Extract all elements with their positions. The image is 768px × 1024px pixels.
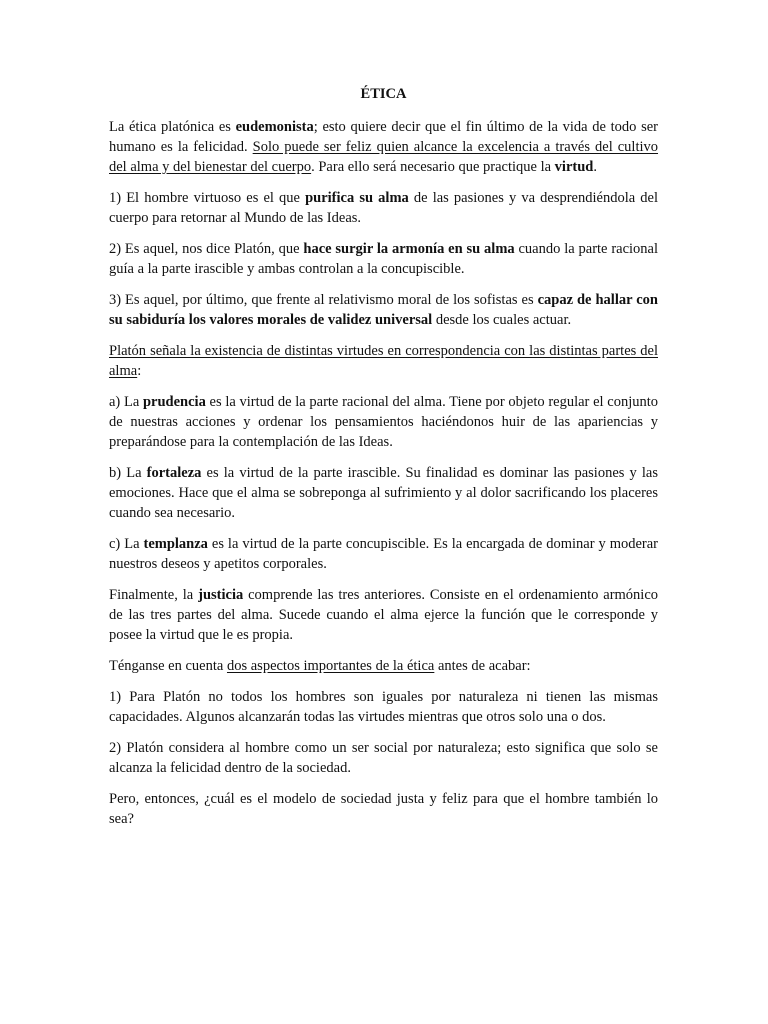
bold-text: purifica su alma [305,190,409,206]
paragraph [109,463,658,523]
text-run: Ténganse en cuenta [109,658,227,674]
paragraph [109,290,658,330]
paragraph [109,789,658,829]
text-run: a) La [109,394,143,410]
paragraph [109,534,658,574]
underlined-text: dos aspectos importantes de la ética [226,658,435,674]
document-page [109,84,658,840]
text-run: 1) Para Platón no todos los hombres son iguales por naturaleza ni tienen las mismas capacidades. Algunos alcanzarán todas las virtudes mientras que otros solo una o dos. [109,689,658,725]
bold-text: virtud [554,159,594,175]
paragraph [109,117,658,177]
bold-text: templanza [143,536,208,552]
text-run: 2) Platón considera al hombre como un ser social por naturaleza; esto significa que solo se alcanza la felicidad dentro de la sociedad. [109,740,658,776]
paragraph [109,738,658,778]
text-run: ; esto quiere decir que el fin último de la vida de todo ser humano es la felicidad. [109,119,658,155]
text-run: 3) Es aquel, por último, que frente al relativismo moral de los sofistas es [109,292,538,308]
paragraph [109,239,658,279]
underlined-text: Platón señala la existencia de distintas virtudes en correspondencia con las distintas partes del alma [109,343,658,379]
text-run: cuando la parte racional guía a la parte irascible y ambas controlan a la concupiscible. [109,241,659,277]
text-run: desde los cuales actuar. [432,312,572,328]
text-run: Pero, entonces, ¿cuál es el modelo de sociedad justa y feliz para que el hombre también lo sea? [109,791,658,827]
document-body [109,117,658,829]
text-run: b) La [109,465,147,481]
text-run: 1) El hombre virtuoso es el que [109,190,306,206]
text-run: es la virtud de la parte concupiscible. Es la encargada de dominar y moderar nuestros deseos y apetitos corporales. [109,536,658,572]
bold-text: prudencia [142,394,206,410]
bold-text: eudemonista [235,119,314,135]
text-run: . [593,159,597,175]
paragraph [109,585,658,645]
text-run: 2) Es aquel, nos dice Platón, que [109,241,304,257]
text-run: comprende las tres anteriores. Consiste en el ordenamiento armónico de las tres partes del alma. Sucede cuando el alma ejerce la función que le corresponde y posee la virtud que le es propia. [109,587,659,643]
paragraph [109,341,658,381]
bold-text: hace surgir la armonía en su alma [303,241,515,257]
bold-text: justicia [198,587,244,603]
text-run: Finalmente, la [109,587,199,603]
underlined-text: Solo puede ser feliz quien alcance la excelencia a través del cultivo del alma y del bienestar del cuerpo [109,139,659,175]
paragraph [109,687,658,727]
paragraph [109,656,658,676]
text-run: La ética platónica es [109,119,236,135]
text-run: antes de acabar: [434,658,531,674]
paragraph [109,188,658,228]
text-run: es la virtud de la parte racional del alma. Tiene por objeto regular el conjunto de nuestras acciones y ordenar los pensamientos haciéndonos huir de las apariencias y preparándose para la contemplación de las Ideas. [109,394,659,450]
bold-text: capaz de hallar con su sabiduría los valores morales de validez universal [109,292,658,328]
text-run: : [137,363,142,379]
text-run: c) La [109,536,144,552]
paragraph [109,392,658,452]
text-run: es la virtud de la parte irascible. Su finalidad es dominar las pasiones y las emociones. Hace que el alma se sobreponga al sufrimiento y al dolor sacrificando los placeres cuando sea necesario. [109,465,659,521]
bold-text: fortaleza [146,465,202,481]
text-run: . Para ello será necesario que practique la [311,159,555,175]
document-title: ÉTICA [360,86,407,102]
text-run: de las pasiones y va desprendiéndola del cuerpo para retornar al Mundo de las Ideas. [109,190,659,226]
